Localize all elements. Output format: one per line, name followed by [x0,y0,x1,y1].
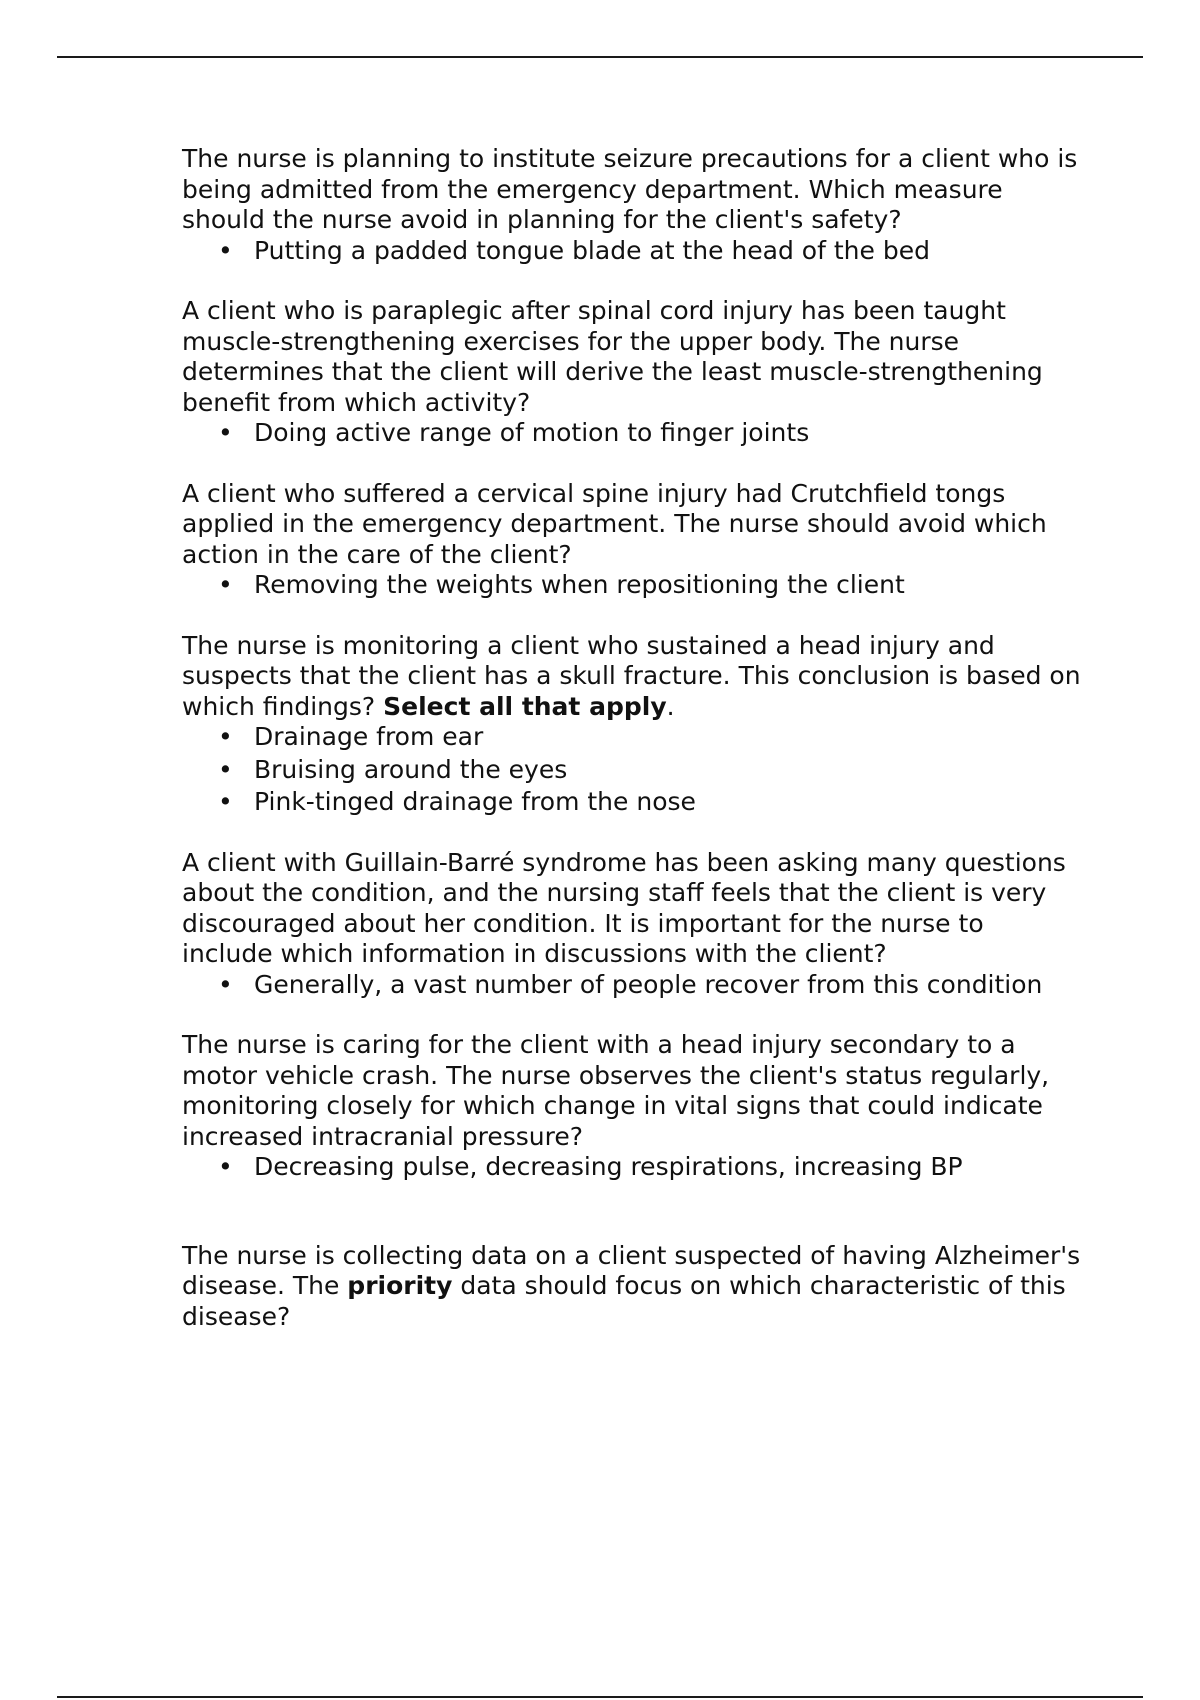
question-text: A client who suffered a cervical spine injury had Crutchfield tongs applied in the emergency department. The nurse should avoid which action in the care of the client? [182,478,1047,569]
answer-item [182,1152,1082,1183]
answer-text: Doing active range of motion to finger joints [254,418,810,447]
question-text: The nurse is planning to institute seizure precautions for a client who is being admitted from the emergency department. Which measure should the nurse avoid in planning for the client's safety? [182,144,1078,234]
answer-item [182,722,1082,753]
answer-item [182,418,1082,449]
question-5 [182,848,1082,1001]
bullet-icon: • [218,722,233,751]
question-3 [182,479,1082,601]
answer-text: Pink-tinged drainage from the nose [254,787,696,816]
question-text-end: data should focus on which characteristic of this disease? [182,1271,1066,1331]
footer-rule [57,1696,1143,1698]
document-body [182,144,1082,1362]
bullet-icon: • [218,754,233,784]
header-rule [57,56,1143,58]
answer-list [182,418,1082,449]
question-text: The nurse is caring for the client with a head injury secondary to a motor vehicle crash. The nurse observes the client's status regularly, monitoring closely for which change in vital signs that could indicate increased intracranial pressure? [182,1030,1050,1151]
answer-item [182,755,1082,786]
answer-item [182,787,1082,818]
question-1 [182,144,1082,266]
answer-text: Removing the weights when repositioning the client [254,570,905,599]
answer-text: Decreasing pulse, decreasing respirations, increasing BP [254,1152,963,1181]
answer-list [182,722,1082,818]
bullet-icon: • [218,787,233,816]
answer-list [182,1152,1082,1183]
answer-item [182,970,1082,1001]
question-text-end: . [666,691,675,721]
question-text [182,1241,1082,1333]
answer-text: Generally, a vast number of people recover from this condition [254,969,1043,999]
question-text-start: The nurse is monitoring a client who sustained a head injury and suspects that the client has a skull fracture. This conclusion is based on which findings? [182,630,1081,721]
priority-emphasis: priority [347,1271,453,1300]
select-all-emphasis: Select all that apply [383,691,667,721]
answer-item [182,570,1082,601]
answer-item [182,236,1082,267]
answer-list [182,970,1082,1001]
bullet-icon: • [218,969,233,999]
question-7 [182,1241,1082,1333]
bullet-icon: • [218,1152,233,1181]
question-4 [182,631,1082,818]
answer-text: Drainage from ear [254,722,484,751]
question-text-start: The nurse is collecting data on a client suspected of having Alzheimer's disease. The [182,1240,1081,1300]
answer-text: Putting a padded tongue blade at the head of the bed [254,235,930,265]
bullet-icon: • [218,418,233,447]
question-6 [182,1030,1082,1183]
question-2 [182,296,1082,449]
answer-list [182,570,1082,601]
answer-list [182,236,1082,267]
answer-text: Bruising around the eyes [254,754,568,784]
question-text: A client with Guillain-Barré syndrome has been asking many questions about the condition, and the nursing staff feels that the client is very discouraged about her condition. It is important for the nurse to include which information in discussions with the client? [182,847,1066,968]
bullet-icon: • [218,235,233,265]
question-text [182,631,1082,723]
bullet-icon: • [218,570,233,599]
question-text: A client who is paraplegic after spinal cord injury has been taught muscle-strengthening exercises for the upper body. The nurse determines that the client will derive the least muscle-strengthening benefit from which activity? [182,296,1043,417]
